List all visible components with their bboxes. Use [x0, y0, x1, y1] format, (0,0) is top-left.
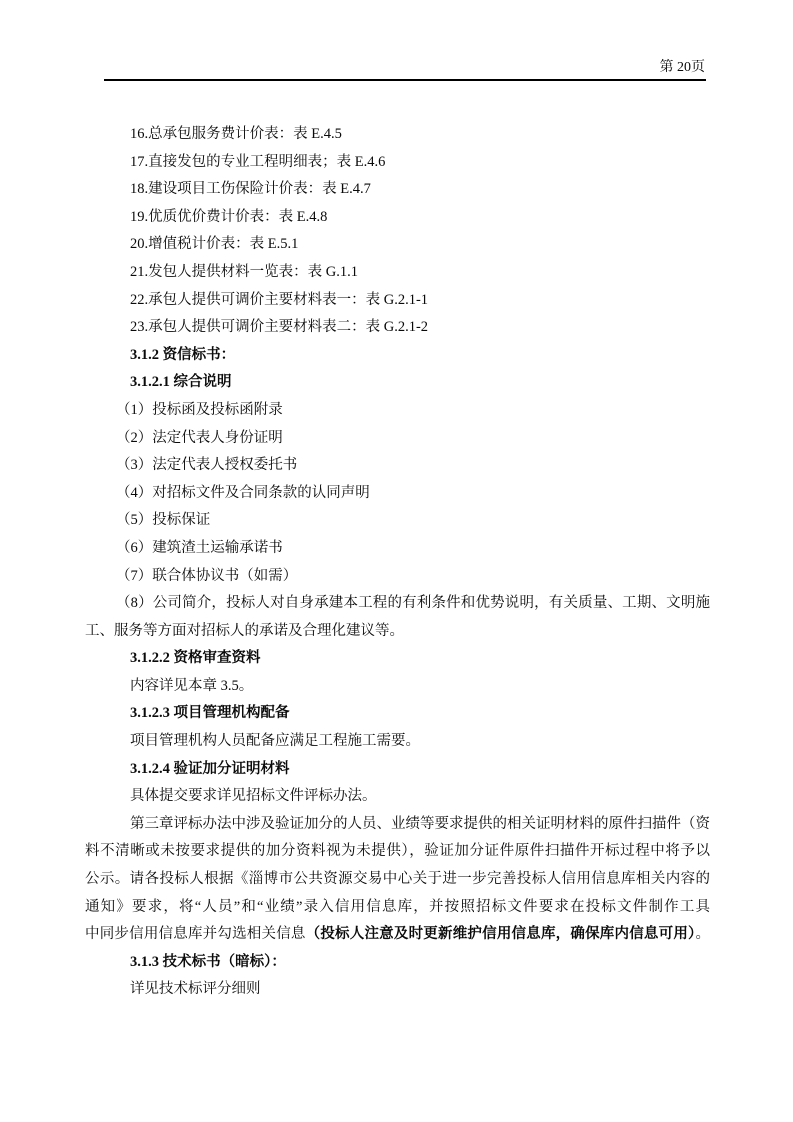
heading-3-1-2-4: 3.1.2.4 验证加分证明材料: [130, 760, 290, 777]
heading-3-1-2-1: 3.1.2.1 综合说明: [130, 374, 232, 391]
page-header: [104, 58, 706, 78]
heading-3-1-3: 3.1.3 技术标书（暗标）：: [130, 953, 286, 970]
document-body: [85, 121, 710, 1004]
notice-line-5: [85, 921, 710, 949]
attachment-item-7: （7）联合体协议书（如需）: [116, 567, 298, 584]
index-item-22: 22.承包人提供可调价主要材料表一：表 G.2.1-1: [130, 291, 429, 308]
attachment-item-1: （1）投标函及投标函附录: [116, 401, 283, 418]
notice-line-4: 通知》要求，将“人员”和“业绩”录入信用信息库，并按照招标文件要求在投标文件制作工具: [85, 898, 710, 915]
notice-line-5-period: 。: [695, 926, 710, 943]
page-number: 第 20页: [659, 58, 707, 81]
index-item-18: 18.建设项目工伤保险计价表：表 E.4.7: [130, 181, 371, 198]
index-item-20: 20.增值税计价表：表 E.5.1: [130, 236, 299, 253]
header-rule: [104, 79, 706, 81]
attachment-item-4: （4）对招标文件及合同条款的认同声明: [116, 484, 370, 501]
notice-line-5-text: 中同步信用信息库并勾选相关信息: [85, 926, 306, 943]
index-item-16: 16.总承包服务费计价表：表 E.4.5: [130, 126, 342, 142]
index-item-17: 17.直接发包的专业工程明细表；表 E.4.6: [130, 153, 386, 170]
paragraph-3-1-2-4: 具体提交要求详见招标文件评标办法。: [130, 788, 377, 805]
attachment-item-8-line-1: （8）公司简介，投标人对自身承建本工程的有利条件和优势说明，有关质量、工期、文明施: [116, 595, 710, 612]
attachment-item-3: （3）法定代表人授权委托书: [116, 457, 298, 474]
attachment-item-5: （5）投标保证: [116, 512, 211, 529]
notice-line-3: 公示。请各投标人根据《淄博市公共资源交易中心关于进一步完善投标人信用信息库相关内容的: [85, 871, 710, 888]
index-item-23: 23.承包人提供可调价主要材料表二：表 G.2.1-2: [130, 319, 429, 336]
index-item-21: 21.发包人提供材料一览表：表 G.1.1: [130, 263, 358, 280]
attachment-item-8-line-2: 工、服务等方面对招标人的承诺及合理化建议等。: [85, 622, 404, 639]
attachment-item-6: （6）建筑渣土运输承诺书: [116, 539, 283, 556]
notice-line-1: 第三章评标办法中涉及验证加分的人员、业绩等要求提供的相关证明材料的原件扫描件（资: [130, 815, 710, 832]
heading-3-1-2: 3.1.2 资信标书：: [130, 346, 236, 363]
paragraph-3-1-2-2: 内容详见本章 3.5。: [130, 677, 254, 694]
heading-3-1-2-3: 3.1.2.3 项目管理机构配备: [130, 705, 290, 722]
paragraph-3-1-3: 详见技术标评分细则: [130, 981, 261, 998]
notice-bold-emphasis: （投标人注意及时更新维护信用信息库，确保库内信息可用）: [305, 926, 696, 943]
paragraph-3-1-2-3: 项目管理机构人员配备应满足工程施工需要。: [130, 733, 420, 750]
index-item-19: 19.优质优价费计价表：表 E.4.8: [130, 208, 328, 225]
attachment-item-2: （2）法定代表人身份证明: [116, 429, 283, 446]
heading-3-1-2-2: 3.1.2.2 资格审查资料: [130, 650, 261, 667]
notice-line-2: 料不清晰或未按要求提供的加分资料视为未提供），验证加分证件原件扫描件开标过程中将予以: [85, 843, 710, 860]
